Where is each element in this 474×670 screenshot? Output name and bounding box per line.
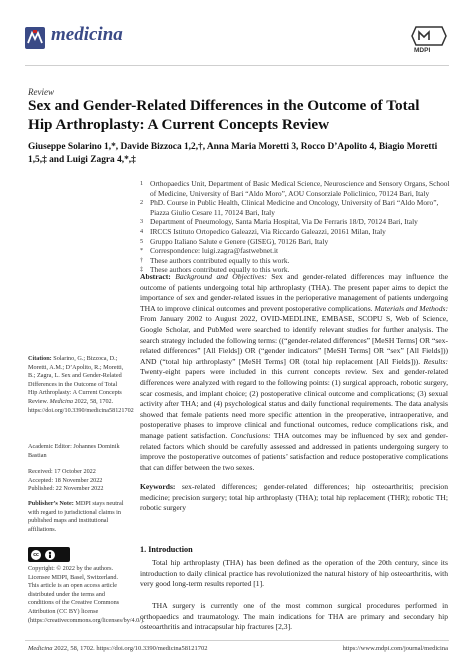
mdpi-logo-icon: [410, 25, 448, 47]
body-paragraph: Total hip arthroplasty (THA) has been defined as the operation of the 20th century, since its introduction to daily clinical practice has revolutionized the natural history of hip osteoarthritis, with very good long-term results reported [1].: [140, 558, 448, 589]
body-paragraph: THA surgery is currently one of the most common surgical procedures performed in orthopaedics and traumatology. The main indications for THA are primary and secondary hip osteoarthritis and intracapsular hip fractures [2,3].: [140, 601, 448, 632]
affiliation-item: 5 Gruppo Italiano Salute e Genere (GISEG), 70126 Bari, Italy: [140, 236, 329, 246]
keywords: Keywords: sex-related differences; gender-related differences; hip osteoarthritis; precision medicine; precision surgery; total hip arthroplasty (THA); total hip replacement (THR); robotic TH; robotic surgery: [140, 482, 449, 513]
author-list: Giuseppe Solarino 1,*, Davide Bizzoca 1,2,†, Anna Maria Moretti 3, Rocco D’Apolito 4, Biagio Moretti 1,5,‡ and Luigi Zagra 4,*,‡: [28, 142, 438, 165]
publication-dates: [28, 468, 128, 494]
copyright-notice: Copyright: © 2022 by the authors. Licensee MDPI, Basel, Switzerland. This article is an open access article distributed under the terms and conditions of the Creative Commons Attribution (CC BY) license (https://creativecommons.org/licenses/by/4.0/).: [28, 565, 145, 624]
published-date: Published: 22 November 2022: [28, 485, 104, 493]
publisher-note: Publisher’s Note: MDPI stays neutral with regard to jurisdictional claims in published maps and institutional affiliations.: [28, 500, 124, 533]
affiliation-item: 2 PhD. Course in Public Health, Clinical Medicine and Oncology, University of Bari “Aldo Moro”, Piazza Giulio Cesare 11, 70124 Bari, Italy: [140, 198, 439, 217]
journal-name: medicina: [51, 24, 123, 45]
journal-url-link[interactable]: https://www.mdpi.com/journal/medicina: [342, 645, 448, 652]
publisher-name: MDPI: [414, 47, 431, 54]
affiliation-list: [140, 179, 450, 275]
received-date: Received: 17 October 2022: [28, 468, 96, 475]
cc-by-license-icon[interactable]: [28, 547, 70, 562]
footer-citation: Medicina 2022, 58, 1702. https://doi.org/10.3390/medicina58121702: [28, 645, 208, 652]
correspondence: * Correspondence: luigi.zagra@fastwebnet.it: [140, 246, 279, 256]
affiliation-item: 3 Department of Pneumology, Santa Maria Hospital, Via De Ferraris 18/D, 70124 Bari, Italy: [140, 217, 418, 227]
header-divider: [25, 65, 449, 66]
equal-contribution-note: † These authors contributed equally to this work.: [140, 255, 290, 265]
person-icon: [45, 550, 55, 560]
cc-icon: cc: [31, 550, 41, 560]
citation-block: Citation: Solarino, G.; Bizzoca, D.; Moretti, A.M.; D’Apolito, R.; Moretti, B.; Zagra, L. Sex and Gender-Related Differences in the Outcome of Total Hip Arthroplasty: A Current Concepts Review. Medicina 2022, 58, 1702. https://doi.org/10.3390/medicina58121702: [28, 355, 134, 414]
journal-logo-icon: [25, 27, 45, 49]
accepted-date: Accepted: 18 November 2022: [28, 476, 103, 484]
abstract: Abstract: Background and Objectives: Sex and gender-related differences may influence the outcome of patients undergoing total hip arthroplasty (THA). The present paper aims to depict the importance of sex and gender-related issues in the perioperative management of patients undergoing THA to improve clinical outcomes and prevent postoperative complications. Materials and Methods: From January 2002 to August 2022, OVID-MEDLINE, EMBASE, SCOPU S, Web of Science, Google Scholar, and PubMed were searched to identify relevant studies for further analysis. The search strategy included the following terms: ((“gender-related differences” [MeSH Terms] OR “sex-related differences” [All Fields]) OR (“gender indicators” [MeSH Terms] OR “sex” [All Fields])) AND (“total hip arthroplasty” [MeSH Terms] OR (total hip replacement [All Fields])). Results: Twenty-eight papers were included in this current concepts review. Sex and gender-related differences were analyzed with regard to the following points: (1) surgical approach, robotic surgery, scar cosmesis, and implant choice; (2) postoperative clinical outcome and complications; (3) sexual activity after THA; and (4) psychological status and daily functional requirements. The data analysis showed that female patients need more specific attention in the preoperative, intraoperative, and postoperative phases to improve clinical and functional outcomes, reduce complications risk, and manage patient satisfaction. Conclusions: THA outcomes may be influenced by sex and gender-related factors which should be carefully assessed and addressed in patients undergoing surgery to improve the postoperative outcomes of patients’ satisfaction and reduce postoperative complications that can differ between the two sexes.: [140, 272, 449, 472]
affiliation-item: 4 IRCCS Istituto Ortopedico Galeazzi, Via Riccardo Galeazzi, 20161 Milan, Italy: [140, 226, 386, 236]
article-title: Sex and Gender-Related Differences in the Outcome of Total Hip Arthroplasty: A Current Concepts Review: [28, 97, 420, 133]
footer-divider: [25, 640, 449, 641]
affiliation-item: 1 Orthopaedics Unit, Department of Basic Medical Science, Neuroscience and Sensory Organs, School of Medicine, University of Bari “Aldo Moro”, AOU Consorziale Policlinico, 70124 Bari, Italy: [140, 179, 450, 198]
equal-contribution-note: ‡ These authors contributed equally to this work.: [140, 265, 290, 275]
section-heading: 1. Introduction: [140, 545, 193, 554]
article-type: Review: [28, 87, 54, 97]
academic-editor: Academic Editor: Johannes Dominik Bastian: [28, 443, 120, 459]
